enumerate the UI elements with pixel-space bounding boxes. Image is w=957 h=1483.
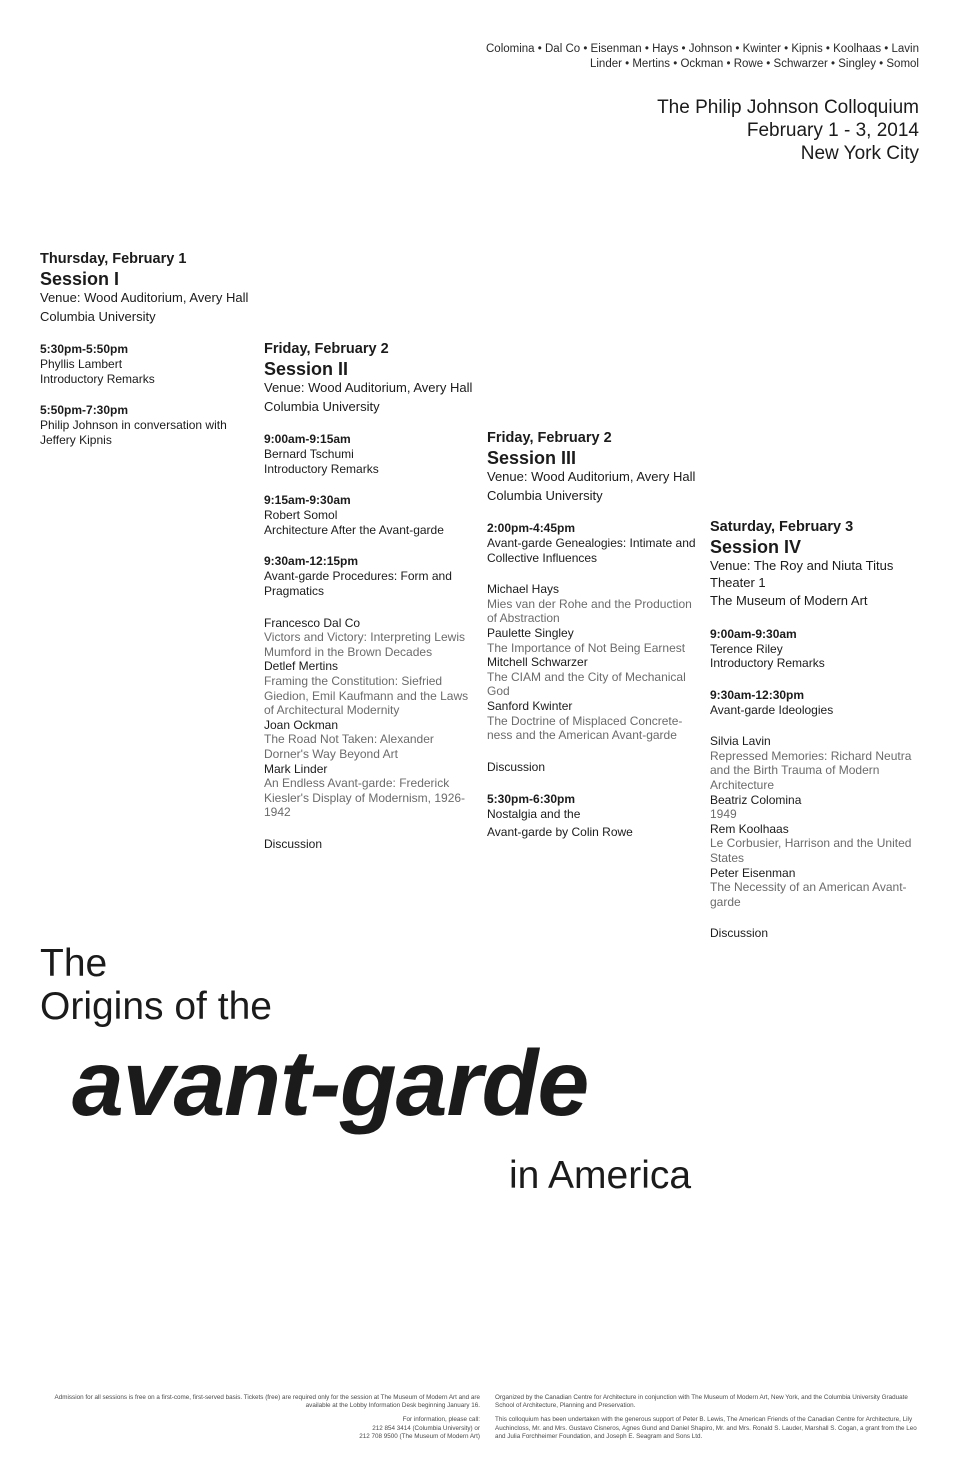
talk-title: 1949	[710, 807, 737, 822]
session-4	[710, 518, 925, 941]
time-slot: 5:50pm-7:30pm	[40, 403, 129, 418]
talk-title: Framing the Constitution: Siefried Giedion, Emil Kaufmann and the Laws of Architectural Modernity	[264, 673, 469, 718]
organizer-text: Organized by the Canadian Centre for Architecture in conjunction with The Museum of Modern Art, New York, and the Columbia University Graduate School of Architecture, Planning and Preservation.	[495, 1394, 908, 1410]
schedule-block	[40, 342, 252, 386]
phone-number: 212 854 3414 (Columbia University) or	[372, 1424, 480, 1432]
footer-credits	[495, 1394, 918, 1441]
poster-title-outro: in America	[509, 1154, 692, 1197]
talk-list	[487, 582, 699, 743]
colloquium-dates: February 1 - 3, 2014	[746, 120, 919, 141]
session-day: Saturday, February 3	[710, 519, 854, 535]
talk-title: Le Corbusier, Harrison and the United States	[710, 836, 912, 866]
session-2	[264, 340, 476, 852]
schedule-block	[487, 792, 699, 840]
session-institution: Columbia University	[264, 398, 380, 414]
schedule-block	[487, 521, 699, 565]
block-text: Nostalgia and the	[487, 806, 581, 821]
schedule-block	[264, 432, 476, 476]
schedule-block	[264, 554, 476, 598]
speaker-name: Silvia Lavin	[710, 734, 771, 749]
speaker-name: Sanford Kwinter	[487, 698, 573, 713]
block-text: Phyllis Lambert	[40, 357, 123, 371]
title-line: Origins of the	[40, 985, 272, 1028]
block-text: Avant-garde by Colin Rowe	[487, 825, 633, 840]
session-name: Session II	[264, 359, 349, 379]
block-text: Terence Riley	[710, 641, 783, 656]
talk-title: The Importance of Not Being Earnest	[487, 640, 686, 655]
colloquium-info	[419, 96, 919, 165]
session-day: Thursday, February 1	[40, 251, 187, 267]
sponsor-text: This colloquium has been undertaken with the generous support of Peter B. Lewis, The American Friends of the Canadian Centre for Architecture, Lily Auchincloss, Mr. and Mrs. Gustavo Cisneros, Agnes Gund and Daniel Shapiro, Mr. and Mrs. Ronald S. Lauder, Marshall S. Cogan, a grant from the Leo and Julia Forchheimer Foundation, and Joseph E. Seagram and Sons Ltd.	[495, 1416, 917, 1440]
talk-title: Mies van der Rohe and the Production of Abstraction	[487, 596, 692, 626]
session-institution: Columbia University	[487, 487, 603, 503]
time-slot: 9:00am-9:30am	[710, 626, 797, 641]
phone-number: 212 708 9500 (The Museum of Modern Art)	[359, 1432, 480, 1440]
time-slot: 9:15am-9:30am	[264, 493, 351, 508]
speaker-name: Rem Koolhaas	[710, 821, 789, 836]
colloquium-title: The Philip Johnson Colloquium	[657, 97, 919, 118]
session-name: Session IV	[710, 537, 802, 557]
discussion-label: Discussion	[487, 759, 546, 774]
talk-title: The Road Not Taken: Alexander Dorner's Way Beyond Art	[264, 732, 434, 761]
discussion-label: Discussion	[710, 926, 769, 941]
block-text: Philip Johnson in conversation with Jeffery Kipnis	[40, 418, 227, 447]
talk-title: The CIAM and the City of Mechanical God	[487, 669, 686, 699]
speaker-name: Mitchell Schwarzer	[487, 655, 588, 670]
time-slot: 5:30pm-6:30pm	[487, 791, 576, 806]
session-1	[40, 250, 252, 447]
participants-line: Colomina • Dal Co • Eisenman • Hays • Johnson • Kwinter • Kipnis • Koolhaas • Lavin	[486, 43, 919, 55]
session-3	[487, 429, 699, 840]
time-slot: 9:30am-12:30pm	[710, 687, 805, 702]
speaker-name: Francesco Dal Co	[264, 615, 361, 630]
footer-admission	[40, 1394, 480, 1441]
talk-title: Repressed Memories: Richard Neutra and the Birth Trauma of Modern Architecture	[710, 748, 912, 793]
session-day: Friday, February 2	[487, 430, 612, 446]
title-line: The	[40, 942, 108, 985]
session-venue: Venue: The Roy and Niuta Titus Theater 1	[710, 558, 894, 590]
session-name: Session III	[487, 448, 577, 468]
speaker-name: Michael Hays	[487, 582, 560, 597]
session-name: Session I	[40, 269, 120, 289]
poster-title-intro	[40, 942, 272, 1028]
schedule-block	[264, 493, 476, 537]
session-institution: The Museum of Modern Art	[710, 593, 868, 608]
speaker-name: Paulette Singley	[487, 625, 574, 640]
speaker-name: Beatriz Colomina	[710, 792, 802, 807]
talk-title: An Endless Avant-garde: Frederick Kiesler's Display of Modernism, 1926-1942	[264, 776, 466, 820]
time-slot: 9:00am-9:15am	[264, 432, 351, 446]
speaker-name: Peter Eisenman	[710, 865, 796, 880]
session-venue: Venue: Wood Auditorium, Avery Hall	[40, 290, 249, 305]
participants-list	[319, 42, 919, 71]
speaker-name: Detlef Mertins	[264, 659, 339, 674]
discussion-label: Discussion	[264, 836, 323, 851]
block-text: Avant-garde Procedures: Form and Pragmatics	[264, 569, 452, 598]
info-label: For information, please call:	[402, 1416, 480, 1424]
block-text: Avant-garde Genealogies: Intimate and Collective Influences	[487, 536, 696, 565]
time-slot: 5:30pm-5:50pm	[40, 342, 129, 356]
talk-title: The Necessity of an American Avant-garde	[710, 880, 907, 909]
speaker-name: Joan Ockman	[264, 717, 339, 732]
talk-list	[264, 616, 476, 820]
talk-title: The Doctrine of Misplaced Concrete-ness and the American Avant-garde	[487, 713, 683, 743]
session-venue: Venue: Wood Auditorium, Avery Hall	[264, 380, 473, 395]
admission-text: Admission for all sessions is free on a first-come, first-served basis. Tickets (free) are required only for the session at The Museum of Modern Art and are available at the Lobby Information Desk beginning January 16.	[54, 1394, 480, 1410]
session-day: Friday, February 2	[264, 341, 389, 357]
talk-list	[710, 734, 925, 909]
block-text: Introductory Remarks	[40, 371, 155, 386]
colloquium-city: New York City	[800, 143, 919, 164]
participants-line: Linder • Mertins • Ockman • Rowe • Schwarzer • Singley • Somol	[589, 57, 919, 70]
block-text: Robert Somol	[264, 508, 338, 523]
time-slot: 9:30am-12:15pm	[264, 554, 359, 569]
session-institution: Columbia University	[40, 308, 156, 324]
session-venue: Venue: Wood Auditorium, Avery Hall	[487, 469, 696, 484]
time-slot: 2:00pm-4:45pm	[487, 521, 576, 535]
block-text: Introductory Remarks	[264, 461, 379, 476]
block-text: Avant-garde Ideologies	[710, 702, 834, 717]
block-text: Introductory Remarks	[710, 656, 825, 671]
speaker-name: Mark Linder	[264, 761, 328, 776]
schedule-block	[710, 627, 925, 671]
talk-title: Victors and Victory: Interpreting Lewis Mumford in the Brown Decades	[264, 630, 465, 659]
block-text: Bernard Tschumi	[264, 447, 354, 461]
block-text: Architecture After the Avant-garde	[264, 522, 444, 537]
schedule-block	[710, 688, 925, 718]
schedule-block	[40, 403, 252, 447]
poster-title-main: avant-garde	[72, 1031, 589, 1135]
